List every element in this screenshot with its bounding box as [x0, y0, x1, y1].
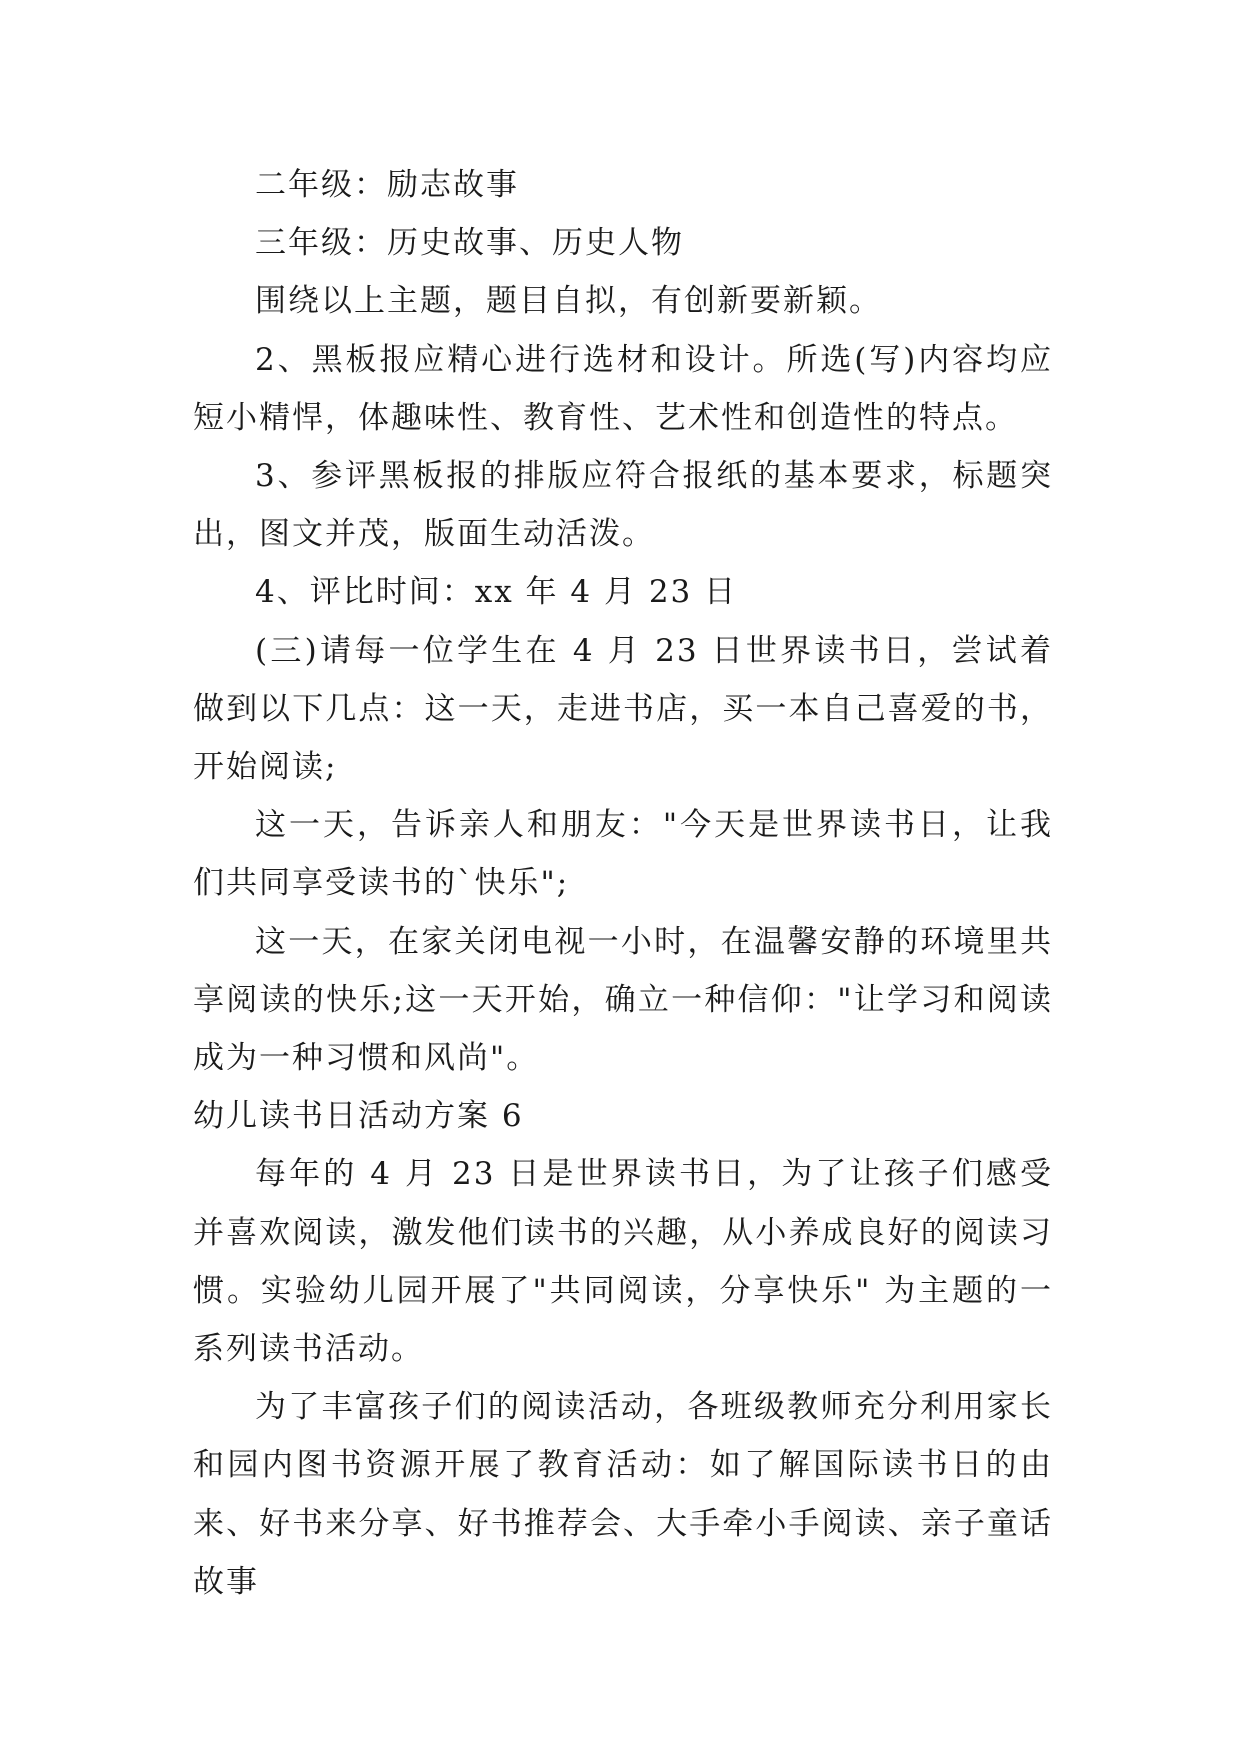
paragraph-tell-friends: 这一天，告诉亲人和朋友："今天是世界读书日，让我们共同享受读书的`快乐";: [193, 807, 1053, 902]
paragraph-section-activities: 为了丰富孩子们的阅读活动，各班级教师充分利用家长和园内图书资源开展了教育活动：如了解国际读书日的由来、好书来分享、好书推荐会、大手牵小手阅读、亲子童话故事: [193, 1389, 1053, 1600]
paragraph-section-intro: 每年的 4 月 23 日是世界读书日，为了让孩子们感受并喜欢阅读，激发他们读书的兴趣，从小养成良好的阅读习惯。实验幼儿园开展了"共同阅读，分享快乐" 为主题的一系列读书活动。: [193, 1156, 1053, 1368]
paragraph-theme-note: 围绕以上主题，题目自拟，有创新要新颖。: [255, 283, 882, 320]
paragraph-item-2: 2、黑板报应精心进行选材和设计。所选(写)内容均应短小精悍，体趣味性、教育性、艺术性和创造性的特点。: [193, 341, 1053, 436]
paragraph-grade-three: 三年级：历史故事、历史人物: [255, 225, 684, 262]
section-title: 幼儿读书日活动方案 6: [193, 1098, 524, 1135]
paragraph-grade-two: 二年级：励志故事: [255, 167, 519, 203]
document-body: [193, 156, 1053, 1611]
paragraph-part-three: (三)请每一位学生在 4 月 23 日世界读书日，尝试着做到以下几点：这一天，走进书店，买一本自己喜爱的书，开始阅读;: [193, 632, 1053, 786]
paragraph-turn-off-tv: 这一天，在家关闭电视一小时，在温馨安静的环境里共享阅读的快乐;这一天开始，确立一种信仰："让学习和阅读成为一种习惯和风尚"。: [193, 923, 1053, 1077]
paragraph-item-3: 3、参评黑板报的排版应符合报纸的基本要求，标题突出，图文并茂，版面生动活泼。: [193, 458, 1053, 553]
paragraph-item-4: 4、评比时间：xx 年 4 月 23 日: [255, 574, 738, 611]
